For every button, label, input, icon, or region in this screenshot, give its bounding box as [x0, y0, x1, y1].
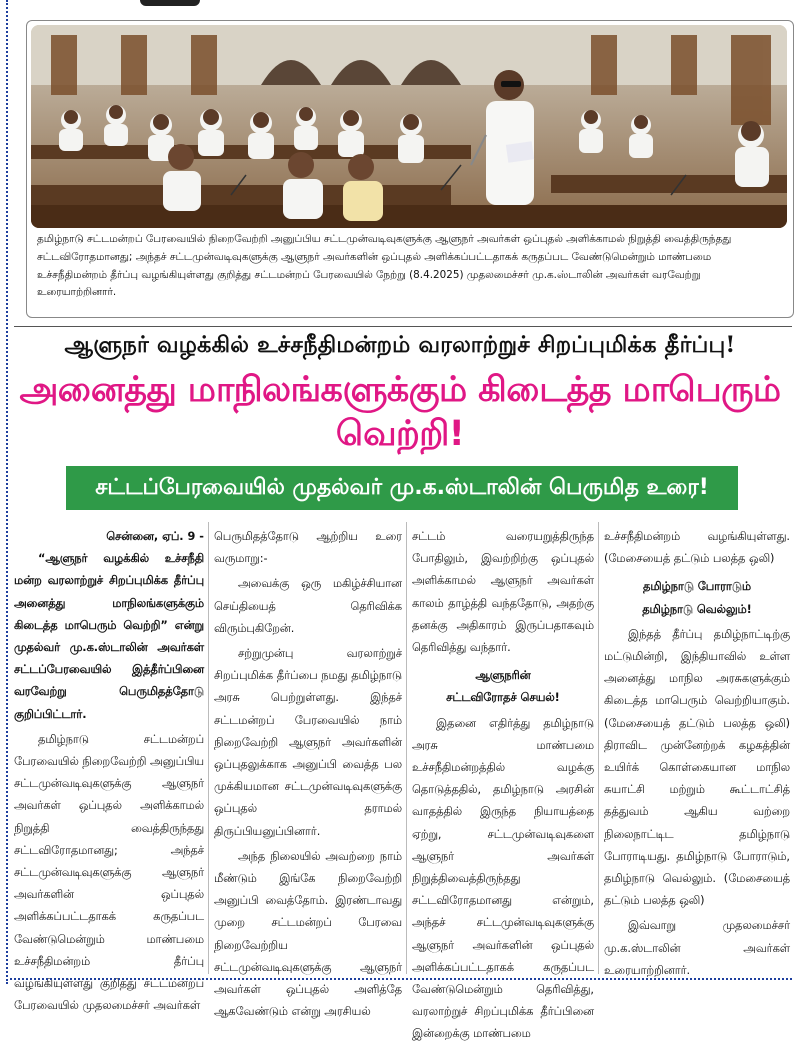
column-4-paragraph-2: இந்தத் தீர்ப்பு தமிழ்நாட்டிற்கு மட்டுமின்றி, இந்தியாவில் உள்ள அனைத்து மாநில அரசுகளுக்கும் கிடைத்த மாபெரும் வெற்றியாகும். (மேசையைத் தட்டும் பலத்த ஒலி) திராவிட முன்னேற்றக் கழகத்தின் உயிர்க் கொள்கையான மாநில சுயாட்சி மற்றும் கூட்டாட்சித் தத்துவம் ஆகிய வற்றை நிலைநாட்டிட தமிழ்நாடு போராடியது. தமிழ்நாடு போராடும், தமிழ்நாடு வெல்லும். (மேசையைத் தட்டும் பலத்த ஒலி)	[604, 627, 790, 908]
column-2-paragraph-3: அந்த நிலையில் அவற்றை நாம் மீண்டும் இங்கே நிறைவேற்றி அனுப்பி வைத்தோம். இரண்டாவது முறை சட்டமன்றப் பேரவை நிறைவேற்றிய சட்டமுன்வடிவுகளுக்கு ஆளுநர் அவர்கள் ஒப்புதல் அளித்தே ஆகவேண்டும் என்று அரசியல்	[214, 849, 402, 1019]
column-2-intro: பெருமிதத்தோடு ஆற்றிய உரை வருமாறு:-	[214, 530, 402, 566]
assembly-photo	[31, 25, 787, 228]
photo-caption	[37, 231, 785, 302]
column-3-paragraph-2: இதனை எதிர்த்து தமிழ்நாடு அரசு மாண்பமை உச்சநீதிமன்றத்தில் வழக்கு தொடுத்ததில், தமிழ்நாடு அரசின் வாதத்தில் இருந்த நியாயத்தை ஏற்று, சட்டமுன்வடிவுகளை ஆளுநர் அவர்கள் நிறுத்திவைத்திருந்தது சட்டவிரோதமானது என்றும், அந்தச் சட்டமுன்வடிவுகளுக்கு ஆளுநர் அவர்களின் ஒப்புதல் அளிக்கப்பட்டதாகக் கருதப்பட வேண்டுமென்றும் தெரிவித்து, வரலாற்றுச் சிறப்புமிக்க தீர்ப்பினை இன்றைக்கு மாண்பமை	[412, 716, 594, 1041]
divider-top	[14, 326, 792, 327]
article-column-2	[214, 526, 402, 1023]
subhead-banner: சட்டப்பேரவையில் முதல்வர் மு.க.ஸ்டாலின் பெருமித உரை!	[66, 466, 738, 510]
kicker-headline: ஆளுநர் வழக்கில் உச்சநீதிமன்றம் வரலாற்றுச் சிறப்புமிக்க தீர்ப்பு!	[64, 332, 736, 358]
article-column-3	[412, 526, 594, 1046]
caption-line-2: சட்டவிரோதமானது; அந்தச் சட்டமுன்வடிவுகளுக்கு ஆளுநர் அவர்களின் ஒப்புதல் அளிக்கப்பட்டதாகக் கருதப்பட வேண்டுமென்றும் மாண்பமை	[37, 250, 712, 263]
column-4-paragraph-1: உச்சநீதிமன்றம் வழங்கியுள்ளது. (மேசையைத் தட்டும் பலத்த ஒலி)	[604, 530, 790, 566]
column-2-paragraph-2: சற்றுமுன்பு வரலாற்றுச் சிறப்புமிக்க தீர்ப்பை நமது தமிழ்நாடு அரசு பெற்றுள்ளது. இந்தச் சட்டமன்றப் பேரவையில் நாம் நிறைவேற்றி ஆளுநர் அவர்களின் ஒப்புதலுக்காக அனுப்பி வைத்த பல முக்கியமான சட்டமுன்வடிவுகளுக்கு ஒப்புதல் தராமல் திருப்பியனுப்பினார்.	[214, 647, 402, 838]
lead-paragraph: “ஆளுநர் வழக்கில் உச்சநீதி மன்ற வரலாற்றுச் சிறப்புமிக்க தீர்ப்பு அனைத்து மாநிலங்களுக்கும் கிடைத்த மாபெரும் வெற்றி” என்று முதல்வர் மு.க.ஸ்டாலின் அவர்கள் சட்டப்பேரவையில் இத்தீர்ப்பினை வரவேற்று பெருமிதத்தோடு குறிப்பிட்டார்.	[14, 552, 204, 721]
masthead-fragment	[140, 0, 200, 6]
main-headline: அனைத்து மாநிலங்களுக்கும் கிடைத்த மாபெரும் வெற்றி!	[19, 370, 781, 454]
column-4-paragraph-3: இவ்வாறு முதலமைச்சர் மு.க.ஸ்டாலின் அவர்கள் உரையாற்றினார்.	[604, 919, 790, 977]
article-column-4	[604, 526, 790, 982]
dateline: சென்னை, ஏப். 9 -	[106, 530, 204, 543]
column-3-subtitle-line-1: ஆளுநரின்	[475, 669, 531, 683]
page-bottom-border	[10, 978, 792, 980]
column-4-subtitle-line-1: தமிழ்நாடு போராடும்	[643, 580, 751, 594]
column-3-paragraph-1: சட்டம் வரையறுத்திருந்த போதிலும், இவற்றிற்கு ஒப்புதல் அளிக்காமல் ஆளுநர் அவர்கள் காலம் தாழ்த்தி வந்ததோடு, அதற்கு தனக்கு அதிகாரம் இருப்பதாகவும் தெரிவித்து வந்தார்.	[412, 530, 594, 655]
column-3-subtitle-line-2: சட்டவிரோதச் செயல்!	[446, 691, 560, 705]
column-4-subtitle-line-2: தமிழ்நாடு வெல்லும்!	[642, 602, 752, 616]
column-2-paragraph-1: அவைக்கு ஒரு மகிழ்ச்சியான செய்தியைத் தெரிவிக்க விரும்புகிறேன்.	[214, 577, 402, 635]
caption-line-4: உரையாற்றினார்.	[37, 286, 117, 299]
assembly-photo-icon	[31, 25, 787, 228]
column-divider-1	[208, 522, 209, 974]
photo-card	[26, 20, 794, 318]
column-1-paragraph: தமிழ்நாடு சட்டமன்றப் பேரவையில் நிறைவேற்றி அனுப்பிய சட்டமுன்வடிவுகளுக்கு ஆளுநர் அவர்கள் ஒப்புதல் அளிக்காமல் நிறுத்தி வைத்திருந்தது சட்டவிரோதமானது; அந்தச் சட்டமுன்வடிவுகளுக்கு ஆளுநர் அவர்களின் ஒப்புதல் அளிக்கப்பட்டதாகக் கருதப்பட வேண்டுமென்றும் மாண்பமை உச்சநீதிமன்றம் தீர்ப்பு வழங்கியுள்ளது குறித்து சட்டமன்றப் பேரவையில் முதலமைச்சர் அவர்கள்	[14, 732, 204, 1013]
column-divider-2	[406, 522, 407, 974]
column-divider-3	[598, 522, 599, 974]
caption-line-1: தமிழ்நாடு சட்டமன்றப் பேரவையில் நிறைவேற்றி அனுப்பிய சட்டமுன்வடிவுகளுக்கு ஆளுநர் அவர்கள் ஒப்புதல் அளிக்காமல் நிறுத்தி வைத்திருந்தது	[37, 233, 732, 245]
article-column-1	[14, 526, 204, 1017]
caption-line-3: உச்சநீதிமன்றம் தீர்ப்பு வழங்கியுள்ளது குறித்து சட்டமன்றப் பேரவையில் நேற்று (8.4.2025) முதலமைச்சர் மு.க.ஸ்டாலின் அவர்கள் வரவேற்று	[37, 268, 701, 281]
page-left-border	[6, 0, 8, 984]
